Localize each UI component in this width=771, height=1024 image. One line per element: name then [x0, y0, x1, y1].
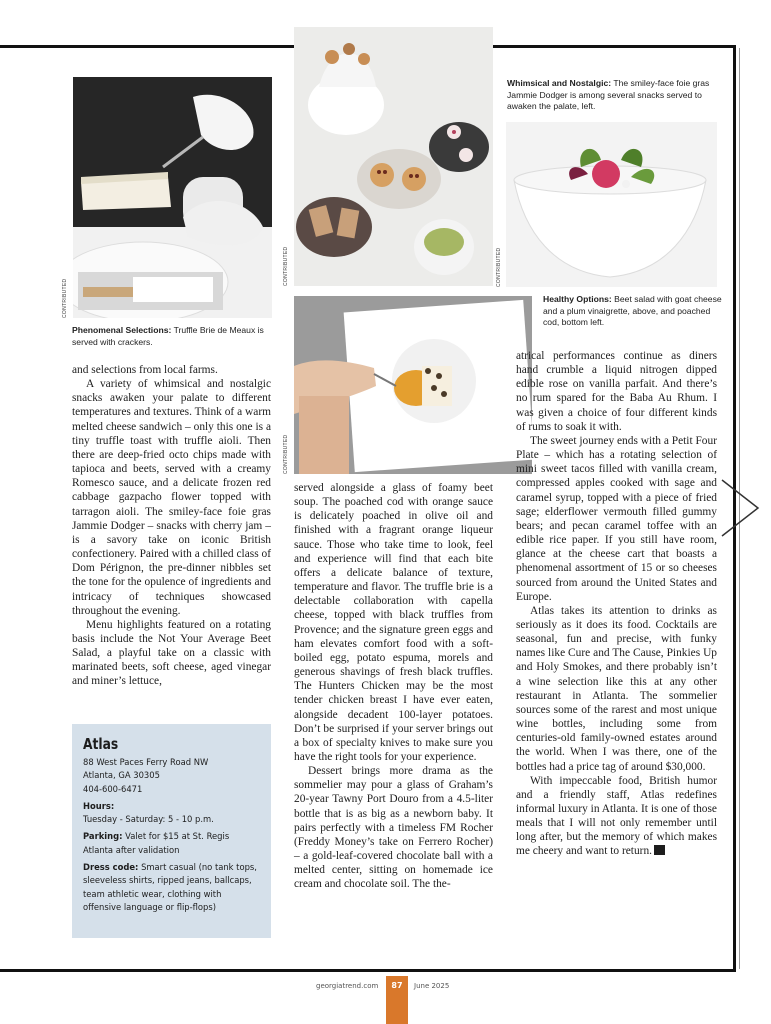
- article-column-3: [516, 349, 717, 859]
- caption-text: Truffle Brie de Meaux is served with crackers.: [72, 325, 264, 347]
- caption-beet-salad: [543, 294, 723, 329]
- caption-title: Phenomenal Selections:: [72, 325, 172, 335]
- paragraph-final: [516, 774, 717, 859]
- article-column-2: [294, 481, 493, 892]
- dress-code-value: Smart casual (no tank tops, sleeveless shirts, ripped jeans, ballcaps, team athletic wear, clothing with offensive language or flip-flops): [83, 862, 257, 912]
- page-footer: [0, 976, 771, 996]
- paragraph: Dessert brings more drama as the sommelier may pour a glass of Graham’s 20-year Tawny Port Douro from a 4.5-liter bottle that is as big as a newborn baby. It pairs perfectly with a timeless FM Rocher (Freddy Money’s take on Ferrero Rocher) – a gold-leaf-covered chocolate ball with a melted center, sitting on homemade ice cream and chocolate soil. The the-: [294, 765, 493, 891]
- caption-title: Healthy Options:: [543, 294, 612, 304]
- caption-foie-gras: [507, 78, 719, 113]
- paragraph: atrical performances continue as diners hand crumble a liquid nitrogen dipped edible rose on vanilla parfait. And there’s no rum spared for the Baba Au Rhum. I was given a choice of four different kinds of rums to soak it with.: [516, 350, 717, 433]
- hours-value: Tuesday - Saturday: 5 - 10 p.m.: [83, 814, 214, 825]
- photo-credit: CONTRIBUTED: [283, 434, 289, 474]
- hours-section: [83, 800, 260, 827]
- paragraph: Atlas takes its attention to drinks as seriously as it does its food. Cocktails are seasonal, fun and precise, with funky names like Cure and The Cause, Pinkies Up and Holy Smokes, and there probably isn’t a wine selection like this at any other restaurant in Atlanta. The sommelier sources some of the rarest and most unique wine bottles, including some from centuries-old family-owned estates around the world. When I was there, one of the bottles had a price tag of around $30,000.: [516, 604, 717, 773]
- chevron-right-icon[interactable]: [718, 478, 764, 538]
- restaurant-info-box: [72, 724, 271, 938]
- poached-cod-photo: [294, 296, 532, 474]
- photo-credit: CONTRIBUTED: [62, 278, 68, 318]
- paragraph: served alongside a glass of foamy beet soup. The poached cod with orange sauce is delicately poached in olive oil and finished with a fragrant orange liqueur sauce. Those who take time to look, feel and experience will find that each bite offers a delicate balance of texture, temperature and flavor. The truffle brie is a delectable collaboration with capella cheese, topped with black truffles from Provence; and the signature green eggs and ham elevates comfort food with a soft-boiled egg, potato espuma, morels and generous shavings of fresh black truffles. The Hunters Chicken may be the most tender chicken breast I have ever eaten, alongside decadent 100-layer potatoes. Don’t be surprised if your server brings out a box of specialty knives to make sure you have the right tools for your experience.: [294, 482, 493, 763]
- caption-text: Beet salad with goat cheese and a plum vinaigrette, above, and poached cod, bottom left.: [543, 294, 722, 327]
- parking-section: [83, 830, 260, 857]
- caption-truffle-brie: [72, 325, 272, 348]
- paragraph: A variety of whimsical and nostalgic snacks awaken your palate to different temperatures and textures. Think of a warm melted cheese sandwich – only this one is a tiny truffle toast with truffle aioli. Then there are deep-fried octo chips made with tapioca and beets, served with a creamy Romesco sauce, and a delicate frozen red cabbage gazpacho flower topped with tarragon aioli. The smiley-face foie gras Jammie Dodger – snacks with cherry jam – is a savory take on iconic British confectionery. Paired with a chilled class of Dom Pérignon, the pre-dinner nibbles set the tone for the opulence of ingredients and intricacy of techniques showcased throughout the evening.: [72, 378, 271, 617]
- paragraph: With impeccable food, British humor and a friendly staff, Atlas redefines informal luxury in Atlanta. It is one of those meals that I will not only remember until long after, but the memory of which makes me cheery and want to return.: [516, 774, 717, 858]
- hours-label: Hours:: [83, 800, 115, 811]
- caption-text: The smiley-face foie gras Jammie Dodger is among several snacks served to awaken the palate, left.: [507, 78, 710, 111]
- photo-credit: CONTRIBUTED: [496, 247, 502, 287]
- end-mark-icon: [654, 845, 665, 855]
- paragraph: and selections from local farms.: [72, 364, 218, 376]
- beet-salad-photo: [506, 122, 717, 287]
- phone-number: 404-600-6471: [83, 783, 143, 794]
- paragraph: Menu highlights featured on a rotating basis include the Not Your Average Beet Salad, a playful take on a classic with marinated beets, soft cheese, aged vinegar and miner’s lettuce,: [72, 618, 271, 688]
- page-number: 87: [386, 976, 408, 1024]
- dress-code-section: [83, 861, 260, 914]
- address-line-1: 88 West Paces Ferry Road NW: [83, 757, 209, 767]
- snacks-photo: [294, 27, 493, 286]
- paragraph: The sweet journey ends with a Petit Four Plate – which has a rotating selection of mini sweet tacos filled with vanilla cream, compressed apples cooked with sage and caramel syrup, topped with a piece of fried sage; elderflower vermouth filled gummy bears; and pecan caramel toffee with an edible rice paper. If you still have room, glance at the cheese cart that boasts a phenomenal assortment of 15 or so cheeses sourced from around the United States and Europe.: [516, 434, 717, 603]
- article-column-1: [72, 363, 271, 689]
- page-frame-bottom: [0, 969, 736, 972]
- photo-credit: CONTRIBUTED: [283, 246, 289, 286]
- restaurant-name: Atlas: [83, 735, 119, 753]
- parking-label: Parking:: [83, 831, 123, 842]
- caption-title: Whimsical and Nostalgic:: [507, 78, 612, 88]
- dress-code-label: Dress code:: [83, 862, 139, 873]
- truffle-brie-photo: [73, 77, 272, 318]
- issue-date: June 2025: [414, 982, 450, 990]
- footer-site[interactable]: georgiatrend.com: [316, 982, 379, 990]
- address-line-2: Atlanta, GA 30305: [83, 770, 160, 781]
- parking-value: Valet for $15 at St. Regis Atlanta after validation: [83, 831, 230, 855]
